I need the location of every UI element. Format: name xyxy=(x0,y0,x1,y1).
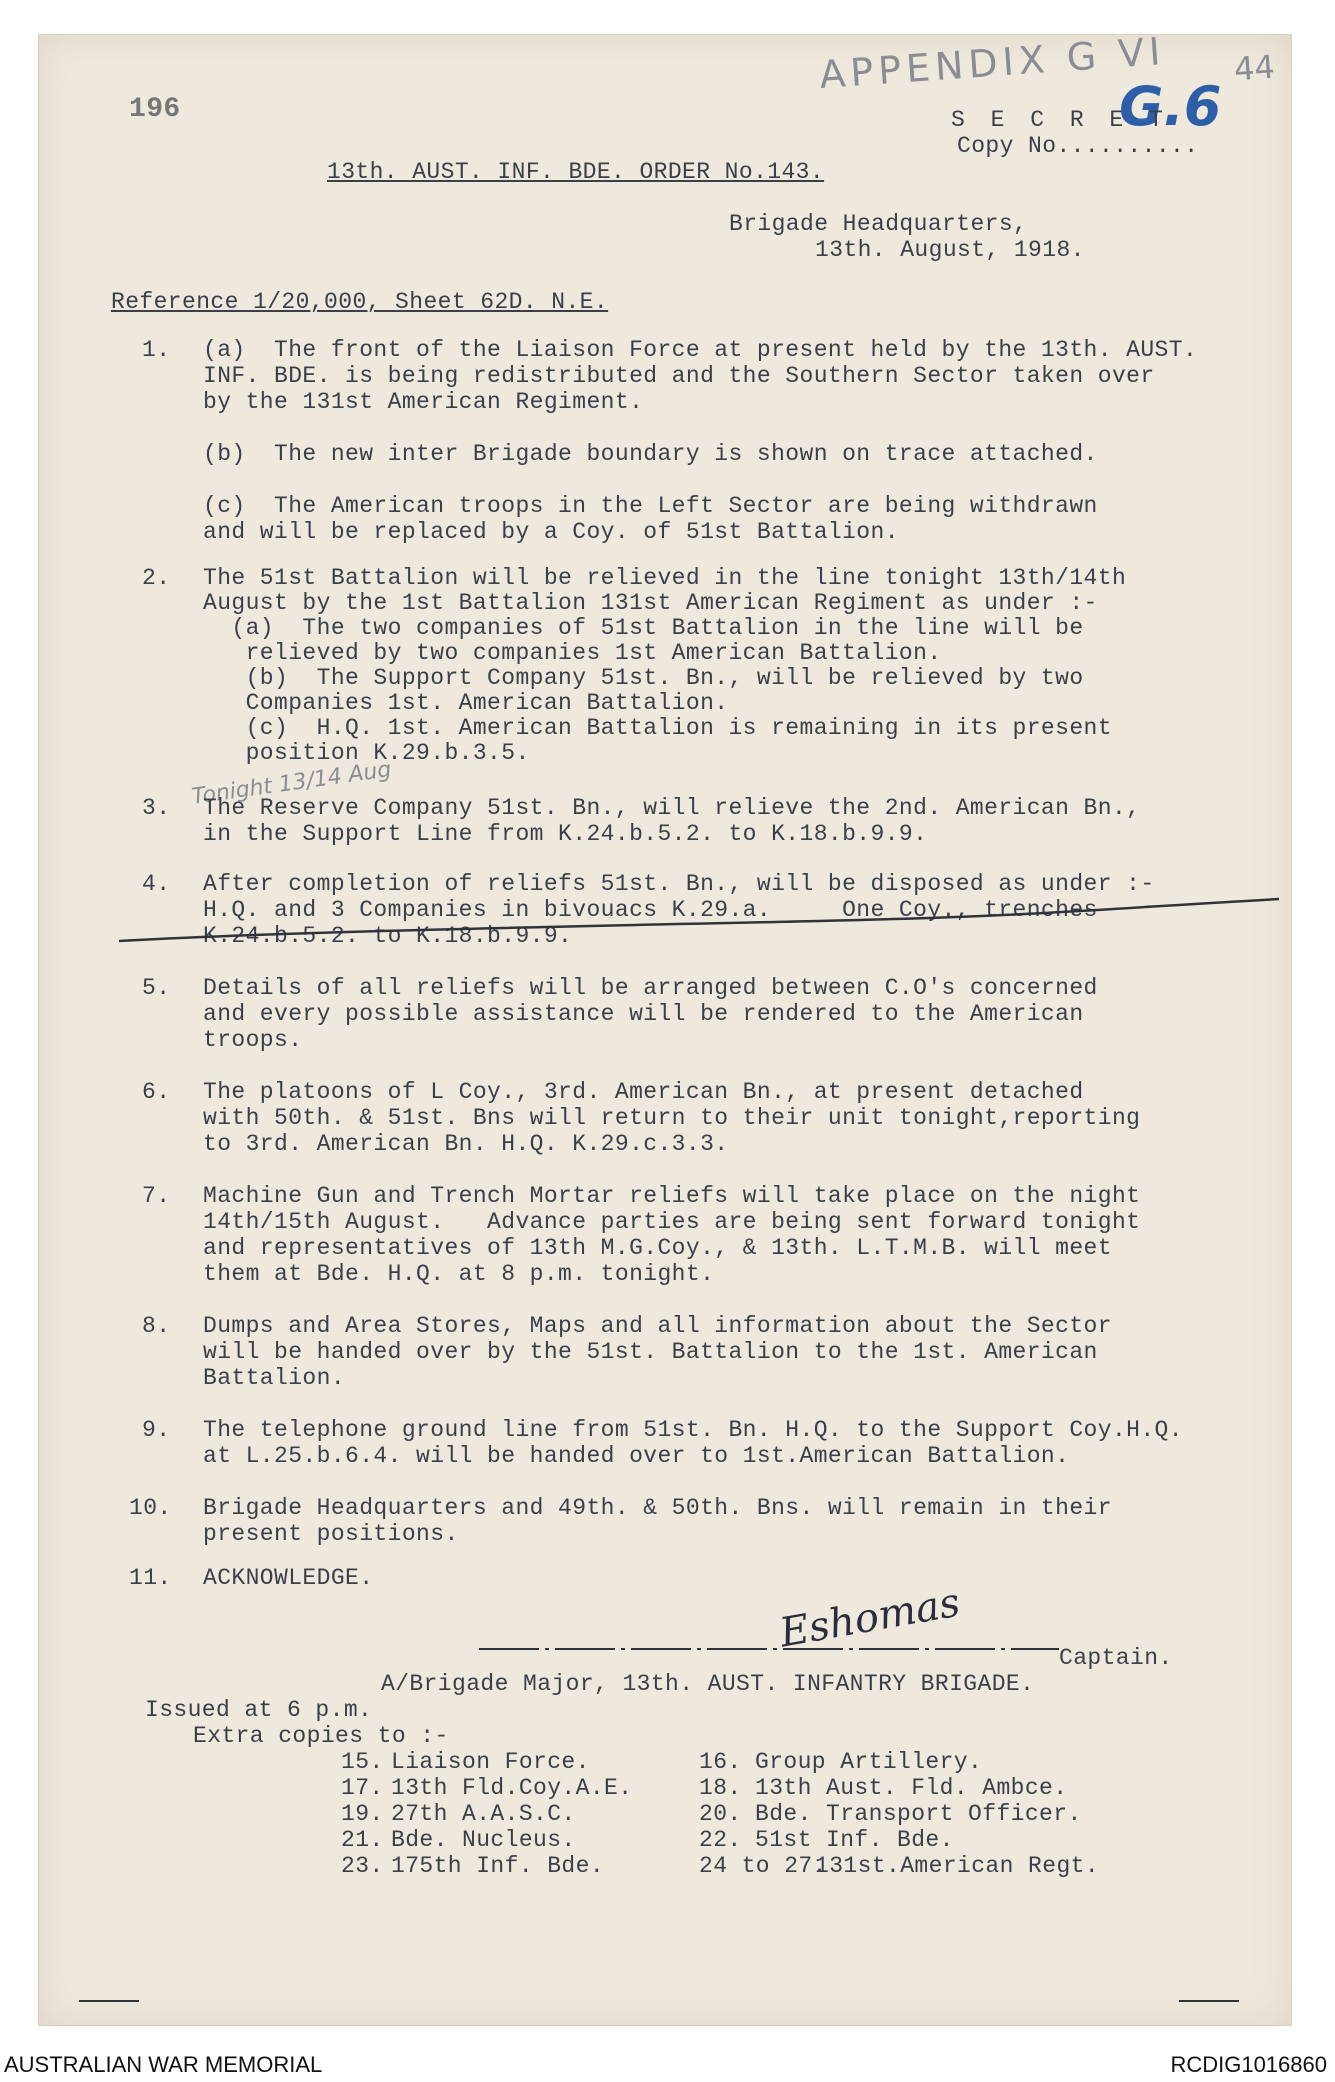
para-line: Battalion. xyxy=(203,1365,346,1391)
tonight-insert: Tonight 13/14 Aug xyxy=(190,757,393,810)
para-line: by the 131st American Regiment. xyxy=(203,389,644,415)
document-page xyxy=(38,28,1292,2026)
copy-recipient: Liaison Force. xyxy=(391,1749,590,1775)
secret-label: S E C R E T xyxy=(951,107,1169,133)
copy-recipient: Bde. Nucleus. xyxy=(391,1827,576,1853)
strike-through-line xyxy=(99,871,1299,951)
para-line: August by the 1st Battalion 131st American Regiment as under :- xyxy=(203,590,1098,616)
para-line: The telephone ground line from 51st. Bn. H.Q. to the Support Coy.H.Q. xyxy=(203,1417,1183,1443)
signature-title: A/Brigade Major, 13th. AUST. INFANTRY BRIGADE. xyxy=(381,1671,1035,1697)
signature-rank: Captain. xyxy=(1059,1645,1173,1671)
para-line: and every possible assistance will be rendered to the American xyxy=(203,1001,1084,1027)
header-date: 13th. August, 1918. xyxy=(815,237,1085,263)
copy-number: 24 to 27. xyxy=(699,1853,827,1879)
para-number: 6. xyxy=(142,1079,171,1105)
para-line: (a) The front of the Liaison Force at present held by the 13th. AUST. xyxy=(203,337,1198,363)
header-location: Brigade Headquarters, xyxy=(729,211,1028,237)
para-line: in the Support Line from K.24.b.5.2. to K.18.b.9.9. xyxy=(203,821,928,847)
para-line: Companies 1st. American Battalion. xyxy=(203,690,729,716)
para-line: present positions. xyxy=(203,1521,459,1547)
page-number: 44 xyxy=(1232,47,1276,89)
para-line: H.Q. and 3 Companies in bivouacs K.29.a. One Coy., trenches xyxy=(203,897,1098,923)
copy-recipient: 27th A.A.S.C. xyxy=(391,1801,576,1827)
signature-line xyxy=(439,1605,1059,1675)
para-number: 11. xyxy=(129,1565,172,1591)
para-line: Brigade Headquarters and 49th. & 50th. Bns. will remain in their xyxy=(203,1495,1112,1521)
footer-record-id: RCDIG1016860 xyxy=(1170,2052,1327,2077)
copy-number: 16. xyxy=(699,1749,742,1775)
para-number: 1. xyxy=(142,337,171,363)
para-number: 10. xyxy=(129,1495,172,1521)
copy-number: 18. xyxy=(699,1775,742,1801)
para-line: Details of all reliefs will be arranged between C.O's concerned xyxy=(203,975,1098,1001)
appendix-annotation: APPENDIX G VI xyxy=(817,28,1167,98)
copy-recipient: 13th Aust. Fld. Ambce. xyxy=(755,1775,1068,1801)
map-reference: Reference 1/20,000, Sheet 62D. N.E. xyxy=(111,289,609,315)
para-line: INF. BDE. is being redistributed and the Southern Sector taken over xyxy=(203,363,1155,389)
copy-recipient: 175th Inf. Bde. xyxy=(391,1853,605,1879)
copy-recipient: Group Artillery. xyxy=(755,1749,983,1775)
para-line: (a) The two companies of 51st Battalion in the line will be xyxy=(203,615,1084,641)
para-number: 5. xyxy=(142,975,171,1001)
para-line: troops. xyxy=(203,1027,303,1053)
para-line: ACKNOWLEDGE. xyxy=(203,1565,374,1591)
para-number: 4. xyxy=(142,871,171,897)
para-line: to 3rd. American Bn. H.Q. K.29.c.3.3. xyxy=(203,1131,729,1157)
footer-archive-name: AUSTRALIAN WAR MEMORIAL xyxy=(4,2052,323,2077)
para-line: After completion of reliefs 51st. Bn., will be disposed as under :- xyxy=(203,871,1155,897)
copy-number: 20. xyxy=(699,1801,742,1827)
para-line: with 50th. & 51st. Bns will return to their unit tonight,reporting xyxy=(203,1105,1141,1131)
para-number: 9. xyxy=(142,1417,171,1443)
blue-mark: G.6 xyxy=(1119,75,1222,138)
copy-recipient: 13th Fld.Coy.A.E. xyxy=(391,1775,633,1801)
copy-number: 19. xyxy=(341,1801,384,1827)
para-line: The platoons of L Coy., 3rd. American Bn., at present detached xyxy=(203,1079,1084,1105)
para-line: (b) The Support Company 51st. Bn., will be relieved by two xyxy=(203,665,1084,691)
para-line: 14th/15th August. Advance parties are being sent forward tonight xyxy=(203,1209,1141,1235)
para-line: Machine Gun and Trench Mortar reliefs will take place on the night xyxy=(203,1183,1141,1209)
para-line: (c) The American troops in the Left Sector are being withdrawn xyxy=(203,493,1098,519)
para-line: at L.25.b.6.4. will be handed over to 1st.American Battalion. xyxy=(203,1443,1070,1469)
para-line: relieved by two companies 1st American Battalion. xyxy=(203,640,942,666)
bottom-rule xyxy=(79,1995,1239,2007)
para-number: 8. xyxy=(142,1313,171,1339)
copy-recipient: 51st Inf. Bde. xyxy=(755,1827,954,1853)
copy-number: 21. xyxy=(341,1827,384,1853)
para-number: 3. xyxy=(142,795,171,821)
order-title: 13th. AUST. INF. BDE. ORDER No.143. xyxy=(327,159,825,185)
para-line: them at Bde. H.Q. at 8 p.m. tonight. xyxy=(203,1261,715,1287)
para-line: position K.29.b.3.5. xyxy=(203,740,530,766)
para-number: 2. xyxy=(142,565,171,591)
para-number: 7. xyxy=(142,1183,171,1209)
para-line: Dumps and Area Stores, Maps and all information about the Sector xyxy=(203,1313,1112,1339)
copy-number: 22. xyxy=(699,1827,742,1853)
folio-number: 196 xyxy=(129,94,181,125)
para-line: (b) The new inter Brigade boundary is shown on trace attached. xyxy=(203,441,1098,467)
copy-recipient: 131st.American Regt. xyxy=(815,1853,1100,1879)
copy-number: 23. xyxy=(341,1853,384,1879)
para-line: The Reserve Company 51st. Bn., will relieve the 2nd. American Bn., xyxy=(203,795,1141,821)
extra-copies-label: Extra copies to :- xyxy=(193,1723,449,1749)
para-line: and will be replaced by a Coy. of 51st Battalion. xyxy=(203,519,899,545)
copy-recipient: Bde. Transport Officer. xyxy=(755,1801,1082,1827)
signature: Eshomas xyxy=(776,1579,964,1657)
para-line: and representatives of 13th M.G.Coy., & 13th. L.T.M.B. will meet xyxy=(203,1235,1112,1261)
issued-time: Issued at 6 p.m. xyxy=(145,1697,373,1723)
para-line: (c) H.Q. 1st. American Battalion is remaining in its present xyxy=(203,715,1112,741)
copy-number: 17. xyxy=(341,1775,384,1801)
para-line: K.24.b.5.2. to K.18.b.9.9. xyxy=(203,923,573,949)
para-line: The 51st Battalion will be relieved in the line tonight 13th/14th xyxy=(203,565,1127,591)
copy-number: Copy No.......... xyxy=(957,133,1199,159)
copy-number: 15. xyxy=(341,1749,384,1775)
para-line: will be handed over by the 51st. Battalion to the 1st. American xyxy=(203,1339,1098,1365)
